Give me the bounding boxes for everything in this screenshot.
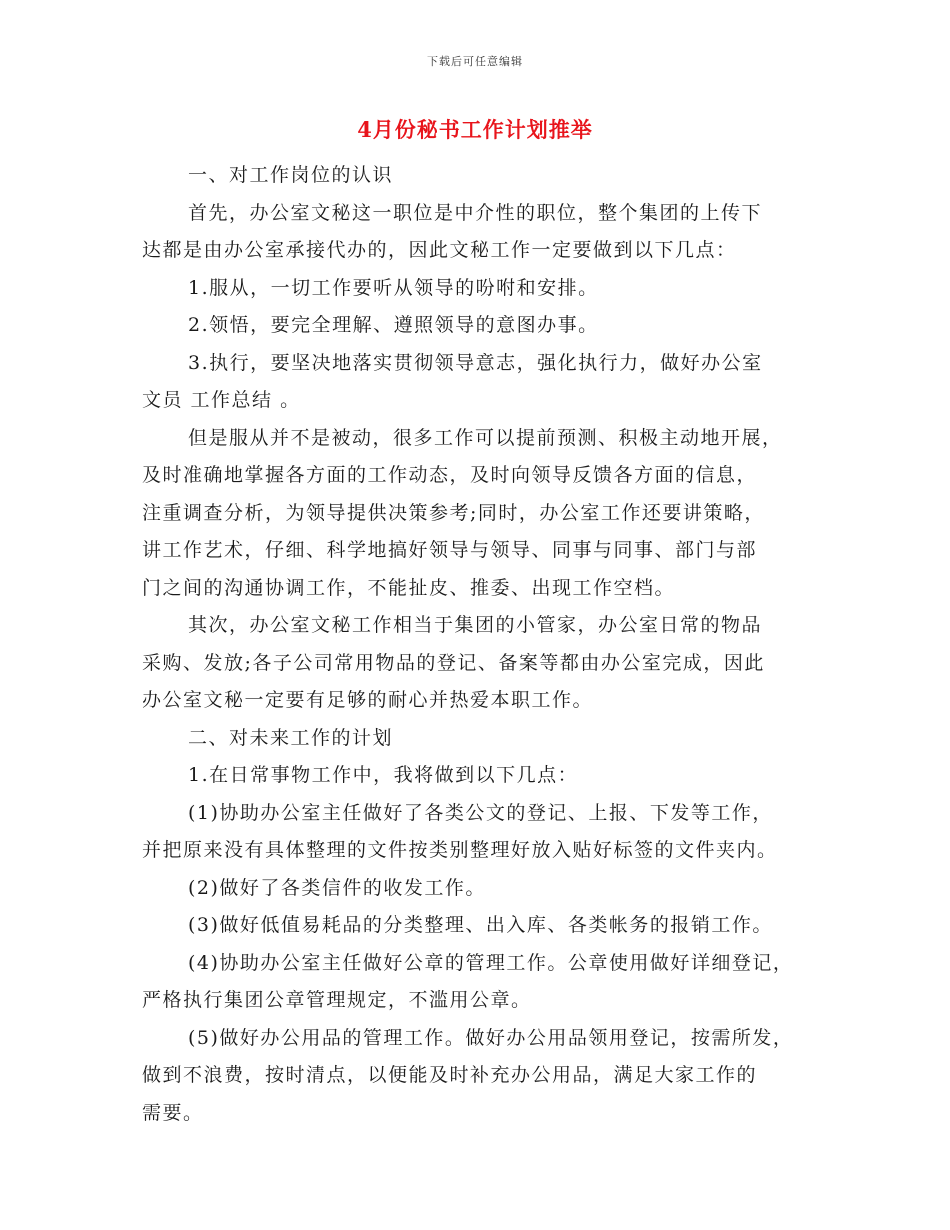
text-line: 办公室文秘一定要有足够的耐心并热爱本职工作。 (142, 689, 594, 711)
text-line: 1.在日常事物工作中，我将做到以下几点： (188, 764, 579, 786)
page-header-note: 下载后可任意编辑 (427, 55, 523, 68)
text-line: (4)协助办公室主任做好公章的管理工作。公章使用做好详细登记， (188, 951, 794, 974)
text-line: 文员 工作总结 。 (142, 389, 301, 411)
text-line: (3)做好低值易耗品的分类整理、出入库、各类帐务的报销工作。 (188, 914, 773, 936)
text-line: (5)做好办公用品的管理工作。做好办公用品领用登记，按需所发， (188, 1026, 794, 1049)
text-line: 其次，办公室文秘工作相当于集团的小管家，办公室日常的物品 (188, 614, 763, 636)
text-line: 但是服从并不是被动，很多工作可以提前预测、积极主动地开展， (188, 426, 783, 449)
text-line: 讲工作艺术，仔细、科学地搞好领导与领导、同事与同事、部门与部 (142, 539, 758, 561)
document-title: 4月份秘书工作计划推举 (357, 117, 593, 142)
text-line: 3.执行，要坚决地落实贯彻领导意志，强化执行力，做好办公室 (188, 351, 763, 374)
text-line: 二、对未来工作的计划 (188, 726, 394, 749)
text-line: 门之间的沟通协调工作，不能扯皮、推委、出现工作空档。 (142, 576, 676, 599)
text-line: 做到不浪费，按时清点，以便能及时补充办公用品，满足大家工作的 (142, 1064, 758, 1086)
text-line: 一、对工作岗位的认识 (188, 164, 394, 186)
text-line: (1)协助办公室主任做好了各类公文的登记、上报、下发等工作， (188, 801, 773, 824)
text-line: 注重调查分析，为领导提供决策参考;同时，办公室工作还要讲策略， (142, 501, 765, 524)
text-line: 严格执行集团公章管理规定，不滥用公章。 (142, 989, 532, 1011)
text-line: 首先，办公室文秘这一职位是中介性的职位，整个集团的上传下 (188, 201, 763, 224)
text-line: (2)做好了各类信件的收发工作。 (188, 876, 486, 899)
text-line: 及时准确地掌握各方面的工作动态，及时向领导反馈各方面的信息， (142, 464, 758, 486)
text-line: 采购、发放;各子公司常用物品的登记、备案等都由办公室完成，因此 (142, 651, 765, 674)
document-body (142, 157, 812, 1132)
text-line: 2.领悟，要完全理解、遵照领导的意图办事。 (188, 314, 599, 336)
text-line: 并把原来没有具体整理的文件按类别整理好放入贴好标签的文件夹内。 (142, 839, 778, 861)
text-line: 1.服从，一切工作要听从领导的吩咐和安排。 (188, 276, 599, 299)
text-line: 需要。 (142, 1101, 204, 1124)
text-line: 达都是由办公室承接代办的，因此文秘工作一定要做到以下几点： (142, 239, 737, 261)
